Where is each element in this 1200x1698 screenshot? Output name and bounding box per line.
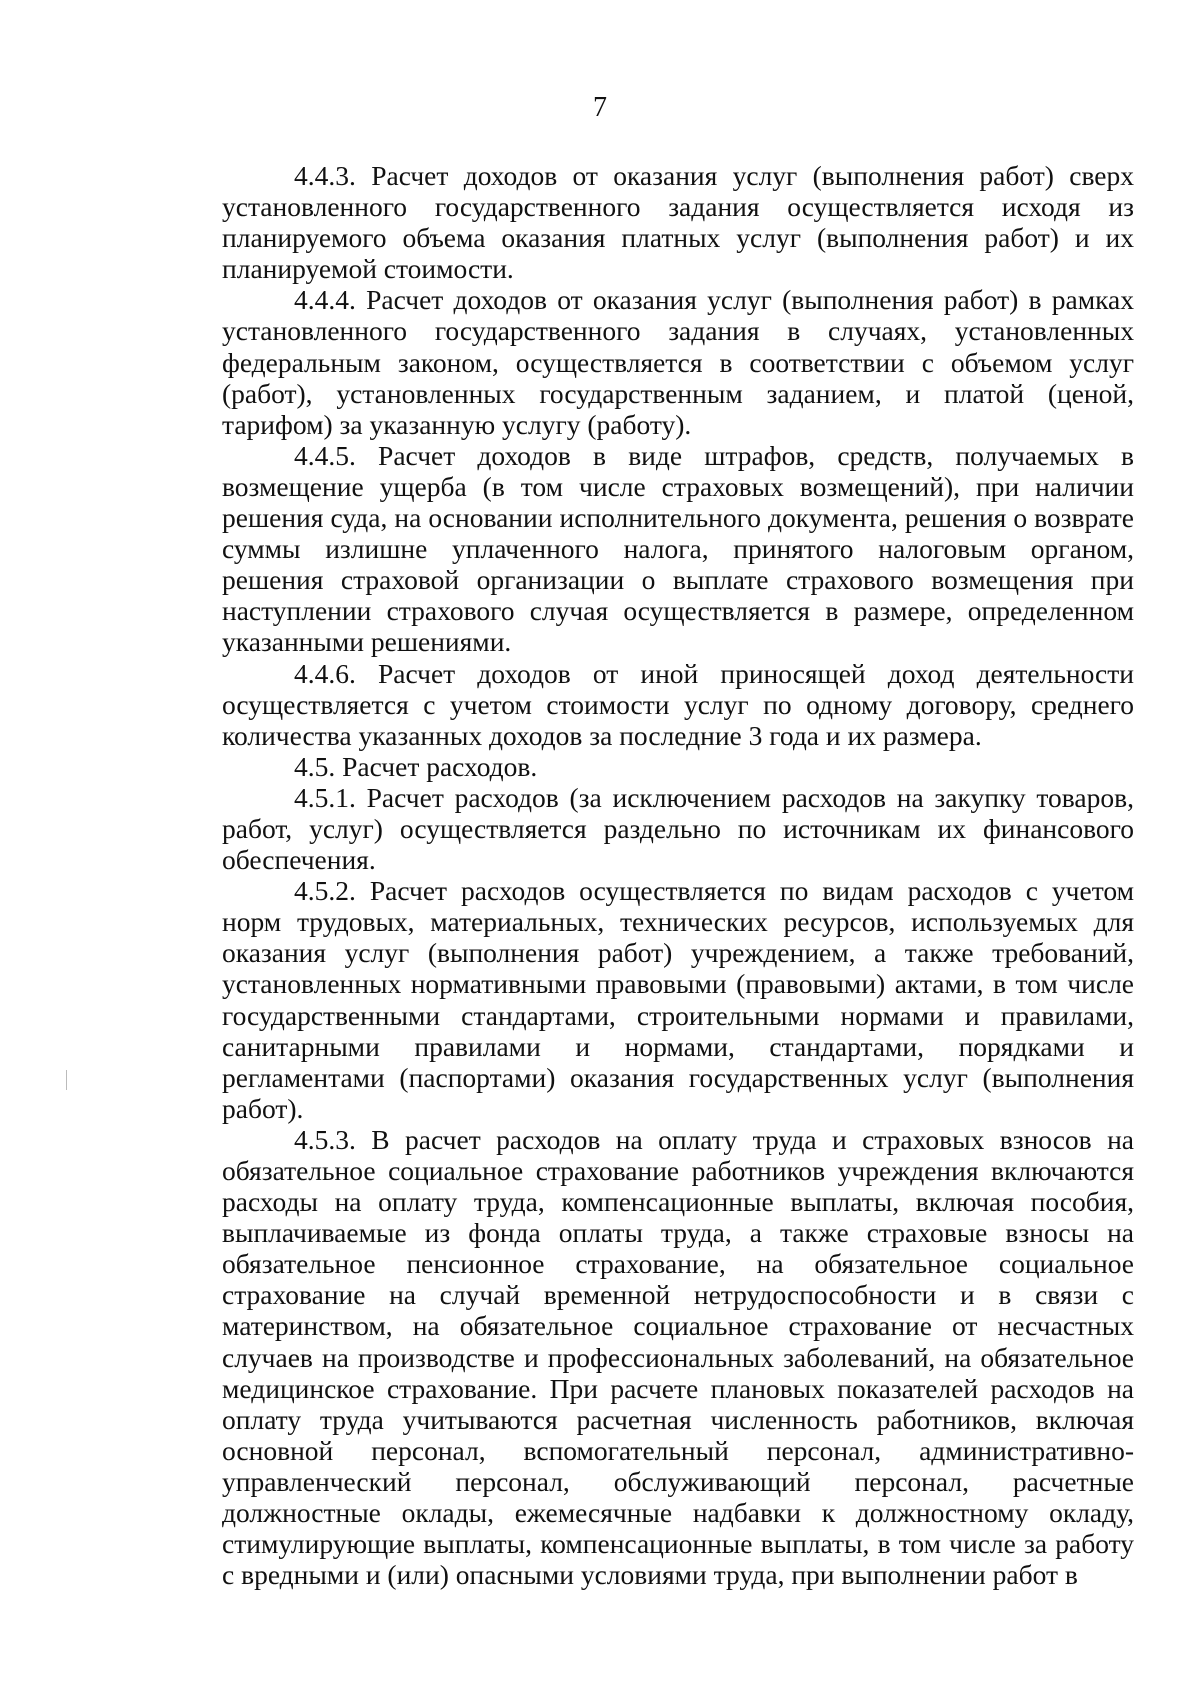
paragraph-4-4-6: 4.4.6. Расчет доходов от иной приносящей доход деятельности осуществляется с учетом стоимости услуг по одному договору, среднего количества указанных доходов за последние 3 года и их размера. (222, 657, 1134, 751)
paragraph-4-5-1: 4.5.1. Расчет расходов (за исключением расходов на закупку товаров, работ, услуг) осуществляется раздельно по источникам их финансового обеспечения. (222, 781, 1134, 876)
paragraph-4-4-4: 4.4.4. Расчет доходов от оказания услуг (выполнения работ) в рамках установленного государственного задания в случаях, установленных федеральным законом, осуществляется в соответствии с объемом услуг (работ), установленных государственным заданием, и платой (ценой, тарифом) за указанную услугу (работу). (222, 284, 1134, 440)
scan-artifact (66, 1070, 67, 1090)
document-body (222, 160, 1134, 1590)
section-heading-4-5: 4.5. Расчет расходов. (294, 750, 538, 782)
paragraph-4-5-2: 4.5.2. Расчет расходов осуществляется по видам расходов с учетом норм трудовых, материальных, технических ресурсов, используемых для оказания услуг (выполнения работ) учреждением, а также требований, установленных нормативными правовыми (правовыми) актами, в том числе государственными стандартами, строительными нормами и правилами, санитарными правилами и нормами, стандартами, порядками и регламентами (паспортами) оказания государственных услуг (выполнения работ). (222, 875, 1134, 1124)
paragraph-4-4-3: 4.4.3. Расчет доходов от оказания услуг (выполнения работ) сверх установленного государственного задания осуществляется исходя из планируемого объема оказания платных услуг (выполнения работ) и их планируемой стоимости. (222, 160, 1134, 285)
page-number: 7 (593, 92, 607, 123)
paragraph-4-5-3: 4.5.3. В расчет расходов на оплату труда и страховых взносов на обязательное социальное страхование работников учреждения включаются расходы на оплату труда, компенсационные выплаты, включая пособия, выплачиваемые из фонда оплаты труда, а также страховые взносы на обязательное пенсионное страхование, на обязательное социальное страхование на случай временной нетрудоспособности и в связи с материнством, на обязательное социальное страхование от несчастных случаев на производстве и профессиональных заболеваний, на обязательное медицинское страхование. При расчете плановых показателей расходов на оплату труда учитываются расчетная численность работников, включая основной персонал, вспомогательный персонал, административно-управленческий персонал, обслуживающий персонал, расчетные должностные оклады, ежемесячные надбавки к должностному окладу, стимулирующие выплаты, компенсационные выплаты, в том числе за работу с вредными и (или) опасными условиями труда, при выполнении работ в (222, 1123, 1134, 1591)
paragraph-4-4-5: 4.4.5. Расчет доходов в виде штрафов, средств, получаемых в возмещение ущерба (в том числе страховых возмещений), при наличии решения суда, на основании исполнительного документа, решения о возврате суммы излишне уплаченного налога, принятого налоговым органом, решения страховой организации о выплате страхового возмещения при наступлении страхового случая осуществляется в размере, определенном указанными решениями. (222, 439, 1134, 658)
